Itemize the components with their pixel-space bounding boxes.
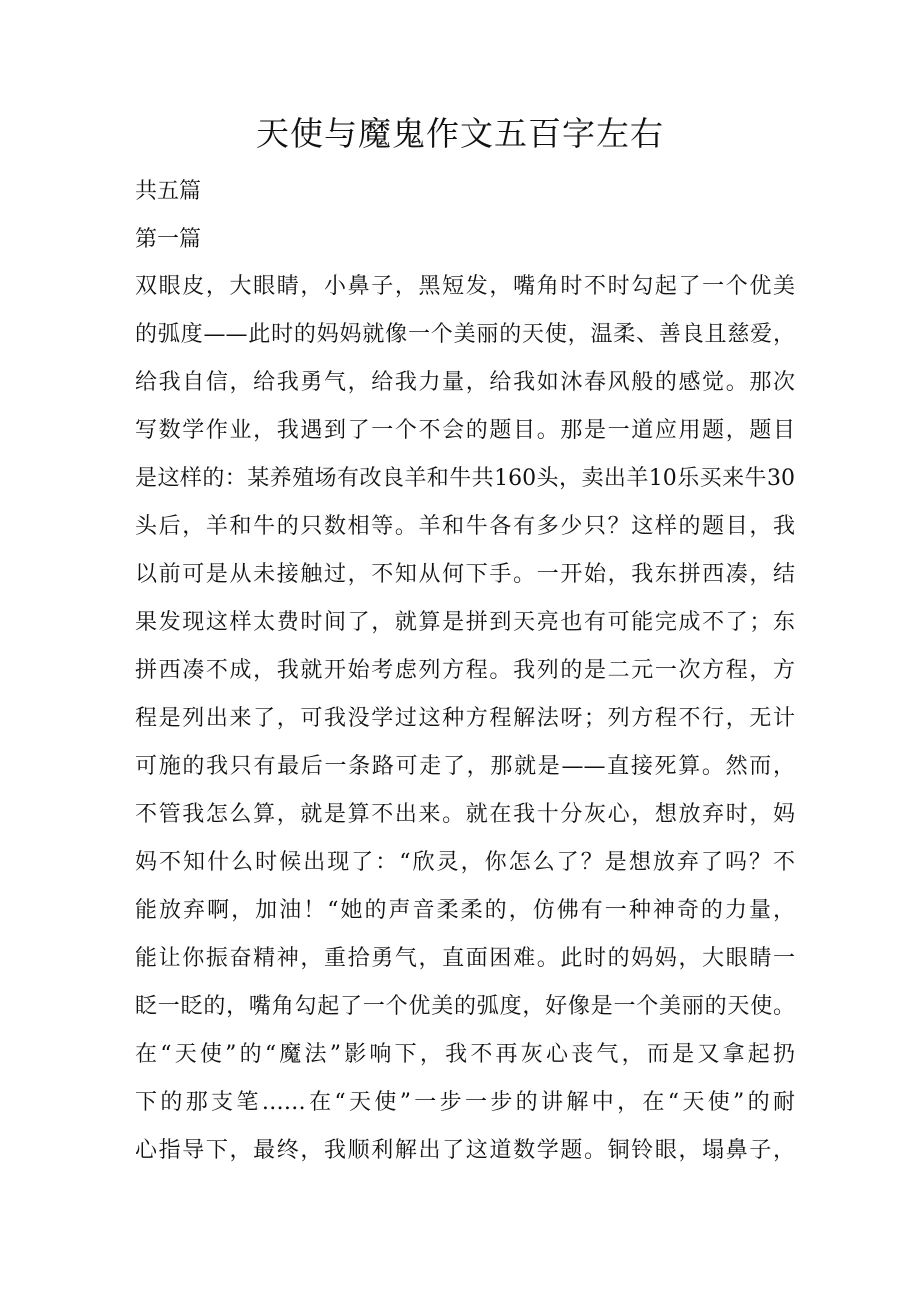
document-title: 天使与魔鬼作文五百字左右: [256, 114, 664, 153]
body-line: 给我自信，给我勇气，给我力量，给我如沐春风般的感觉。那次: [135, 370, 795, 395]
article-count-label: 共五篇: [135, 179, 202, 204]
body-line: 妈不知什么时候出现了：“欣灵，你怎么了？是想放弃了吗？不: [135, 850, 795, 875]
body-line: 可施的我只有最后一条路可走了，那就是——直接死算。然而，: [135, 754, 795, 779]
body-line: 的弧度——此时的妈妈就像一个美丽的天使，温柔、善良且慈爱，: [135, 322, 795, 347]
body-line: 写数学作业，我遇到了一个不会的题目。那是一道应用题，题目: [135, 418, 795, 443]
body-line: 头后，羊和牛的只数相等。羊和牛各有多少只？这样的题目，我: [135, 514, 795, 539]
body-line: 能让你振奋精神，重拾勇气，直面困难。此时的妈妈，大眼睛一: [135, 946, 795, 971]
body-line: 以前可是从未接触过，不知从何下手。一开始，我东拼西凑，结: [135, 562, 795, 587]
body-line: 不管我怎么算，就是算不出来。就在我十分灰心，想放弃时，妈: [135, 802, 795, 827]
body-line: 拼西凑不成，我就开始考虑列方程。我列的是二元一次方程，方: [135, 658, 795, 683]
body-line: 果发现这样太费时间了，就算是拼到天亮也有可能完成不了；东: [135, 610, 795, 635]
body-line: 能放弃啊，加油！“她的声音柔柔的，仿佛有一种神奇的力量，: [135, 898, 795, 923]
body-line: 双眼皮，大眼睛，小鼻子，黑短发，嘴角时不时勾起了一个优美: [135, 274, 795, 299]
body-line: 在“天使”的“魔法”影响下，我不再灰心丧气，而是又拿起扔: [135, 1042, 795, 1067]
section-heading: 第一篇: [135, 227, 202, 252]
body-line: 眨一眨的，嘴角勾起了一个优美的弧度，好像是一个美丽的天使。: [135, 994, 795, 1019]
body-line: 心指导下，最终，我顺利解出了这道数学题。铜铃眼，塌鼻子，: [135, 1138, 795, 1163]
body-line: 程是列出来了，可我没学过这种方程解法呀；列方程不行，无计: [135, 706, 795, 731]
body-line: 下的那支笔……在“天使”一步一步的讲解中，在“天使”的耐: [135, 1090, 795, 1115]
body-line: 是这样的：某养殖场有改良羊和牛共160头，卖出羊10乐买来牛30: [135, 466, 795, 491]
